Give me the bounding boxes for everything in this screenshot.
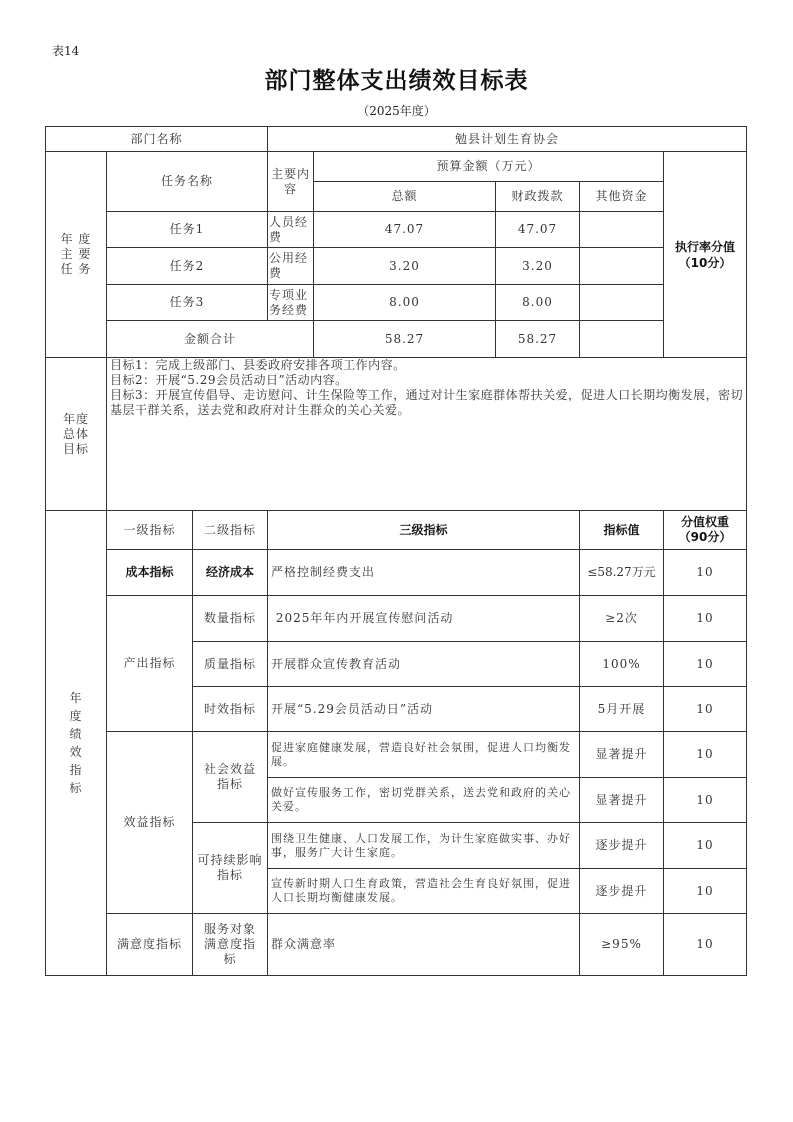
goal-line: 目标3：开展宣传倡导、走访慰问、计生保险等工作，通过对计生家庭群体帮扶关爱，促进人口长期均衡发展，密切基层干群关系，送去党和政府对计生群众的关心关爱。 [110, 388, 744, 417]
task-name: 任务2 [106, 247, 268, 285]
header-level2: 二级指标 [192, 510, 268, 550]
cost-level1: 成本指标 [106, 549, 193, 596]
exec-rate-points: （10分） [678, 255, 732, 270]
task-other [579, 247, 664, 285]
benefit-level1: 效益指标 [106, 731, 193, 914]
col-total: 总额 [313, 181, 496, 212]
header-weight [663, 510, 747, 550]
benefit-level3: 围绕卫生健康、人口发展工作，为计生家庭做实事、办好事，服务广大计生家庭。 [267, 822, 580, 869]
header-level1: 一级指标 [106, 510, 193, 550]
goals-text [106, 357, 747, 511]
task-name: 任务3 [106, 284, 268, 321]
cost-value: ≤58.27万元 [579, 549, 664, 596]
output-weight: 10 [663, 641, 747, 687]
satisfaction-level3: 群众满意率 [267, 913, 580, 976]
satisfaction-value: ≥95% [579, 913, 664, 976]
dept-value: 勉县计划生育协会 [267, 126, 747, 152]
exec-rate-label: 执行率分值 [674, 239, 735, 254]
task-fiscal: 8.00 [495, 284, 580, 321]
year-subtitle: （2025年度） [357, 104, 436, 118]
dept-label: 部门名称 [45, 126, 268, 152]
header-weight-label: 分值权重 [680, 515, 729, 529]
output-value: 5月开展 [579, 686, 664, 732]
output-level1: 产出指标 [106, 595, 193, 732]
task-total: 47.07 [313, 211, 496, 248]
output-level2: 数量指标 [192, 595, 268, 642]
sum-label: 金额合计 [106, 320, 314, 358]
output-level2: 时效指标 [192, 686, 268, 732]
col-fiscal: 财政拨款 [495, 181, 580, 212]
exec-rate-score [663, 151, 747, 358]
satisfaction-weight: 10 [663, 913, 747, 976]
output-value: 100% [579, 641, 664, 687]
benefit-value: 显著提升 [579, 777, 664, 823]
sum-fiscal: 58.27 [495, 320, 580, 358]
task-total: 3.20 [313, 247, 496, 285]
task-other [579, 284, 664, 321]
col-task-name: 任务名称 [106, 151, 268, 212]
benefit-social-level2: 社会效益指标 [192, 731, 268, 823]
goals-label: 年度总体目标 [45, 357, 107, 511]
benefit-level3: 宣传新时期人口生育政策，营造社会生育良好氛围，促进人口长期均衡健康发展。 [267, 868, 580, 914]
benefit-value: 逐步提升 [579, 868, 664, 914]
sum-other [579, 320, 664, 358]
output-level3: 开展群众宣传教育活动 [267, 641, 580, 687]
satisfaction-level2: 服务对象满意度指标 [192, 913, 268, 976]
header-level3: 三级指标 [267, 510, 580, 550]
benefit-sustain-level2: 可持续影响指标 [192, 822, 268, 914]
benefit-level3: 促进家庭健康发展，营造良好社会氛围，促进人口均衡发展。 [267, 731, 580, 778]
output-weight: 10 [663, 595, 747, 642]
task-content: 专项业务经费 [267, 284, 314, 321]
sum-total: 58.27 [313, 320, 496, 358]
indicators-label: 年度绩效指标 [45, 510, 107, 976]
satisfaction-level1: 满意度指标 [106, 913, 193, 976]
page-title: 部门整体支出绩效目标表 [264, 68, 529, 94]
col-budget: 预算金额（万元） [313, 151, 664, 182]
benefit-weight: 10 [663, 868, 747, 914]
tasks-section-label [45, 151, 107, 358]
table-number: 表14 [52, 44, 80, 58]
benefit-value: 逐步提升 [579, 822, 664, 869]
task-total: 8.00 [313, 284, 496, 321]
header-weight-points: （90分） [678, 530, 732, 544]
output-weight: 10 [663, 686, 747, 732]
task-content: 人员经费 [267, 211, 314, 248]
output-level2: 质量指标 [192, 641, 268, 687]
tasks-label-line: 年 度 [60, 232, 92, 246]
benefit-level3: 做好宣传服务工作，密切党群关系，送去党和政府的关心关爱。 [267, 777, 580, 823]
col-main-content: 主要内容 [267, 151, 314, 212]
output-level3: 2025年年内开展宣传慰问活动 [267, 595, 580, 642]
task-name: 任务1 [106, 211, 268, 248]
goal-line: 目标1：完成上级部门、县委政府安排各项工作内容。 [110, 358, 406, 372]
output-level3: 开展“5.29会员活动日”活动 [267, 686, 580, 732]
benefit-weight: 10 [663, 777, 747, 823]
benefit-weight: 10 [663, 822, 747, 869]
task-content: 公用经费 [267, 247, 314, 285]
goal-line: 目标2：开展“5.29会员活动日”活动内容。 [110, 373, 348, 387]
task-fiscal: 3.20 [495, 247, 580, 285]
benefit-weight: 10 [663, 731, 747, 778]
header-value: 指标值 [579, 510, 664, 550]
tasks-label-line: 主 要 [60, 247, 92, 261]
cost-level3: 严格控制经费支出 [267, 549, 580, 596]
tasks-label-line: 任 务 [60, 262, 92, 276]
col-other: 其他资金 [579, 181, 664, 212]
task-fiscal: 47.07 [495, 211, 580, 248]
task-other [579, 211, 664, 248]
output-value: ≥2次 [579, 595, 664, 642]
cost-weight: 10 [663, 549, 747, 596]
benefit-value: 显著提升 [579, 731, 664, 778]
cost-level2: 经济成本 [192, 549, 268, 596]
